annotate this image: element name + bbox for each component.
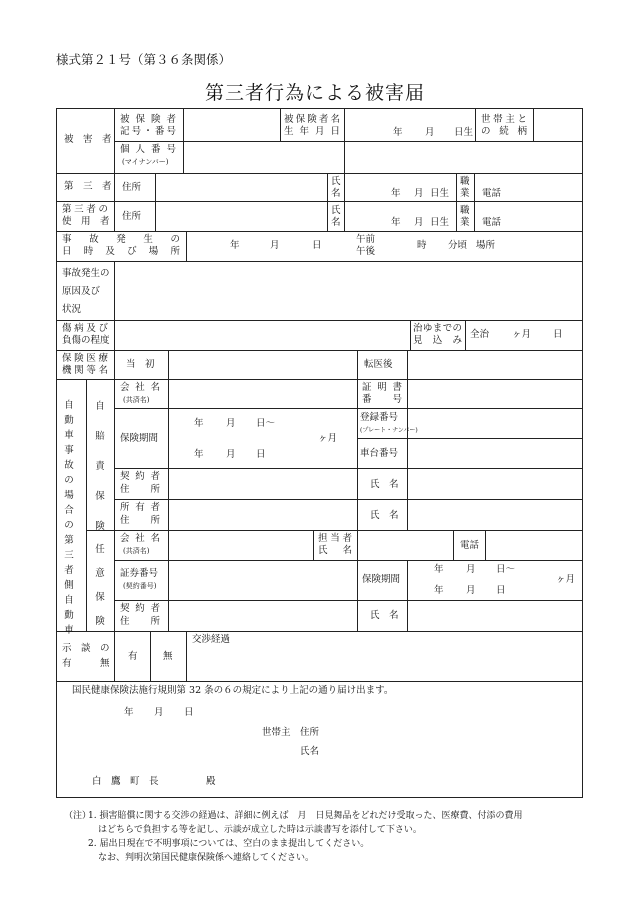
injury-label-2: 負傷の程度 (62, 335, 110, 346)
cmp-from-month: 月 (226, 418, 236, 429)
third-party-birth-day: 日生 (430, 188, 450, 199)
transfer-label: 転医後 (364, 359, 393, 370)
accident-am: 午前 (356, 234, 376, 245)
vol-company-label: 会社名 (120, 533, 160, 544)
cmp-from-day: 日～ (256, 418, 276, 429)
recovery-label-2: 見 込 み (413, 335, 462, 346)
accident-day: 日 (312, 240, 322, 251)
cmp-to-year: 年 (194, 449, 204, 460)
employer-job-label-1: 職 (460, 205, 470, 216)
chassis-label: 車台番号 (360, 448, 399, 459)
vol-from-year: 年 (434, 564, 444, 575)
addressee: 白 鷹 町 長 (92, 776, 159, 787)
personal-number-label: 個人番号 (120, 144, 176, 155)
submission-statement: 国民健康保険法施行規則第 32 条の６の規定により上記の通り届け出ます。 (72, 685, 394, 696)
owner-label-1: 所有者 (120, 502, 160, 513)
injury-label-1: 傷病及び (62, 323, 108, 334)
third-party-phone-label: 電話 (482, 188, 502, 199)
accident-year: 年 (230, 240, 240, 251)
insured-number-label-1: 被保険者 (120, 114, 176, 125)
cmp-to-month: 月 (226, 449, 236, 460)
compulsory-insurance-label: 自賠責保険 (95, 401, 105, 532)
vol-to-year: 年 (434, 585, 444, 596)
accident-datetime-label-1: 事 故 発 生 の (62, 234, 180, 245)
settlement-no-option[interactable]: 無 (163, 651, 173, 662)
settlement-label-1: 示 談 の (62, 643, 110, 654)
vol-phone-label: 電話 (460, 540, 480, 551)
policy-number-label: 証券番号 (120, 568, 159, 579)
third-party-section-label: 第 三 者 (64, 181, 112, 192)
vol-company-sub: (共済名) (123, 547, 150, 555)
full-recovery-label: 全治 (470, 329, 490, 340)
cmp-company-label: 会社名 (120, 382, 160, 393)
negotiation-label: 交渉経過 (192, 634, 231, 645)
victim-birth-day: 日生 (454, 127, 474, 138)
owner-label-2: 住 所 (120, 515, 160, 526)
accident-place-label: 場所 (476, 240, 496, 251)
cmp-to-day: 日 (256, 449, 266, 460)
person-in-charge-label-1: 担当者 (318, 533, 352, 544)
recovery-months: ヶ月 (512, 329, 532, 340)
cmp-months: ヶ月 (318, 433, 338, 444)
document-title: 第三者行為による被害届 (204, 82, 425, 104)
householder-name-label: 氏名 (300, 746, 320, 757)
employer-name-label-1: 氏 (331, 205, 341, 216)
victim-birth-month: 月 (425, 127, 435, 138)
third-party-job-label-2: 業 (460, 188, 470, 199)
first-visit-label: 当 初 (126, 359, 155, 370)
recovery-days: 日 (553, 329, 563, 340)
third-party-job-label-1: 職 (460, 176, 470, 187)
employer-phone-label: 電話 (482, 217, 502, 228)
accident-hour: 時 (417, 240, 427, 251)
registration-sub: (プレート・ナンバー) (360, 427, 418, 434)
note-2-line-2: なお、判明次第国民健康保険係へ連絡してください。 (98, 853, 315, 863)
employer-address-label: 住所 (122, 211, 142, 222)
employer-section-label-1: 第三者の (62, 204, 108, 215)
vol-to-day: 日 (496, 585, 506, 596)
third-party-address-label: 住所 (122, 182, 142, 193)
cmp-contractor-label-1: 契約者 (120, 471, 160, 482)
form-number: 様式第２１号（第３６条関係） (56, 52, 232, 67)
third-party-name-label-2: 名 (331, 188, 341, 199)
cause-label-2: 原因及び (62, 286, 101, 297)
employer-section-label-2: 使 用 者 (62, 216, 110, 227)
note-1-line-1: 1. 損害賠償に関する交渉の経過は、詳細に例えば 月 日見舞品をどれだけ受取った、医療費、付添の費用 (88, 811, 523, 821)
certificate-label-1: 証明書 (362, 382, 402, 393)
third-party-name-label-1: 氏 (331, 176, 341, 187)
employer-name-label-2: 名 (331, 217, 341, 228)
employer-birth-year: 年 (391, 217, 401, 228)
cause-field[interactable] (116, 263, 580, 318)
personal-number-field[interactable] (187, 144, 341, 170)
vol-months: ヶ月 (556, 574, 576, 585)
relation-label-1: 世帯主と (481, 114, 527, 125)
recovery-label-1: 治ゆまでの (413, 323, 462, 334)
submission-month: 月 (154, 707, 164, 718)
accident-pm: 午後 (356, 246, 376, 257)
employer-birth-month: 月 (414, 217, 424, 228)
employer-job-label-2: 業 (460, 217, 470, 228)
accident-month: 月 (270, 240, 280, 251)
certificate-label-2: 番 号 (362, 394, 402, 405)
vol-to-month: 月 (466, 585, 476, 596)
cmp-contractor-label-2: 住 所 (120, 484, 160, 495)
victim-birth-year: 年 (393, 127, 403, 138)
accident-minute: 分頃 (448, 240, 468, 251)
medical-label-2: 機関等名 (62, 365, 108, 376)
vol-contractor-name-label: 氏 名 (370, 610, 399, 621)
householder-address-label: 世帯主 住所 (262, 727, 320, 738)
medical-label-1: 保険医療 (62, 353, 108, 364)
settlement-label-2: 有 無 (62, 658, 110, 669)
settlement-yes-option[interactable]: 有 (128, 651, 138, 662)
cmp-period-label: 保険期間 (120, 433, 159, 444)
cmp-contractor-name-label: 氏 名 (370, 479, 399, 490)
note-2-line-1: 2. 届出日現在で不明事項については、空白のまま提出してください。 (88, 839, 370, 849)
cause-label-3: 状況 (62, 304, 82, 315)
vol-from-month: 月 (466, 564, 476, 575)
registration-label: 登録番号 (360, 412, 399, 423)
vol-contractor-label-2: 住 所 (120, 616, 160, 627)
person-in-charge-label-2: 氏 名 (318, 545, 352, 556)
policy-number-sub: (契約番号) (123, 582, 157, 590)
third-party-birth-month: 月 (414, 188, 424, 199)
third-party-birth-year: 年 (391, 188, 401, 199)
birthdate-label-2: 生年月日 (284, 126, 340, 137)
notes-lead: （注） (64, 811, 92, 821)
submission-day: 日 (184, 707, 194, 718)
addressee-honorific: 殿 (206, 776, 216, 787)
accident-datetime-label-2: 日 時 及 び 場 所 (62, 246, 180, 257)
vol-from-day: 日～ (496, 564, 516, 575)
victim-section-label: 被 害 者 (64, 134, 112, 145)
note-1-line-2: はどちらで負担する等を記し、示談が成立した時は示談書写を添付して下さい。 (98, 825, 422, 835)
vol-contractor-label-1: 契約者 (120, 603, 160, 614)
personal-number-sub: (マイナンバー) (122, 158, 169, 166)
birthdate-label-1: 被保険者名 (284, 114, 340, 125)
relation-label-2: の続柄 (481, 126, 527, 137)
vol-period-label: 保険期間 (362, 574, 401, 585)
cmp-company-sub: (共済名) (123, 396, 150, 404)
cmp-from-year: 年 (194, 418, 204, 429)
owner-name-label: 氏 名 (370, 510, 399, 521)
submission-year: 年 (124, 707, 134, 718)
voluntary-insurance-label: 任意保険 (95, 544, 105, 627)
cause-label-1: 事故発生の (62, 268, 110, 279)
employer-birth-day: 日生 (430, 217, 450, 228)
auto-section-side-label: 自動車事故の場合の第三者側自動車 (64, 400, 74, 636)
insured-number-label-2: 記号・番号 (120, 126, 176, 137)
